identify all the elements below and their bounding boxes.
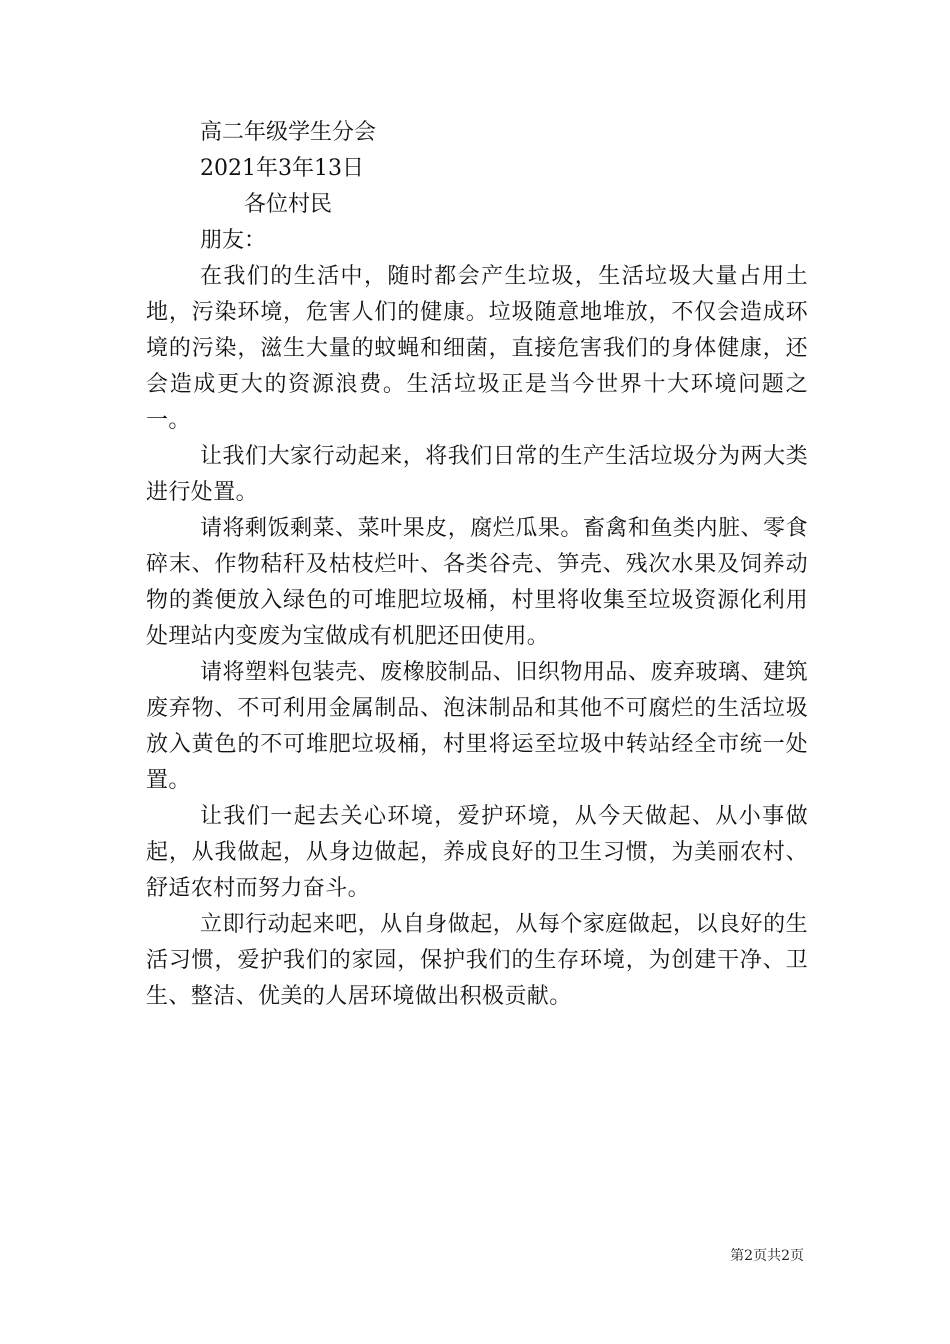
letter-body: [146, 115, 808, 1015]
paragraph-5: 让我们一起去关心环境，爱护环境，从今天做起、从小事做起，从我做起，从身边做起，养成良好的卫生习惯，为美丽农村、舒适农村而努力奋斗。: [146, 804, 808, 901]
paragraph-6: 立即行动起来吧，从自身做起，从每个家庭做起，以良好的生活习惯，爱护我们的家园，保护我们的生存环境，为创建干净、卫生、整洁、优美的人居环境做出积极贡献。: [146, 912, 808, 1009]
page-number: 第2页共2页: [730, 1248, 804, 1264]
salutation-line-1: 各位村民: [244, 192, 333, 217]
paragraph-4: 请将塑料包装壳、废橡胶制品、旧织物用品、废弃玻璃、建筑废弃物、不可利用金属制品、泡沫制品和其他不可腐烂的生活垃圾放入黄色的不可堆肥垃圾桶，村里将运至垃圾中转站经全市统一处置。: [146, 660, 808, 793]
paragraph-1: 在我们的生活中，随时都会产生垃圾，生活垃圾大量占用土地，污染环境，危害人们的健康。垃圾随意地堆放，不仅会造成环境的污染，滋生大量的蚊蝇和细菌，直接危害我们的身体健康，还会造成更大的资源浪费。生活垃圾正是当今世界十大环境问题之一。: [146, 264, 808, 433]
paragraph-2: 让我们大家行动起来，将我们日常的生产生活垃圾分为两大类进行处置。: [146, 444, 808, 505]
paragraph-3: 请将剩饭剩菜、菜叶果皮，腐烂瓜果。畜禽和鱼类内脏、零食碎末、作物秸秆及枯枝烂叶、各类谷壳、笋壳、残次水果及饲养动物的粪便放入绿色的可堆肥垃圾桶，村里将收集至垃圾资源化利用处理站内变废为宝做成有机肥还田使用。: [146, 516, 808, 649]
salutation-line-2: 朋友：: [200, 228, 267, 253]
organization-line: 高二年级学生分会: [200, 120, 377, 145]
date-line: 2021年3年13日: [200, 156, 364, 181]
